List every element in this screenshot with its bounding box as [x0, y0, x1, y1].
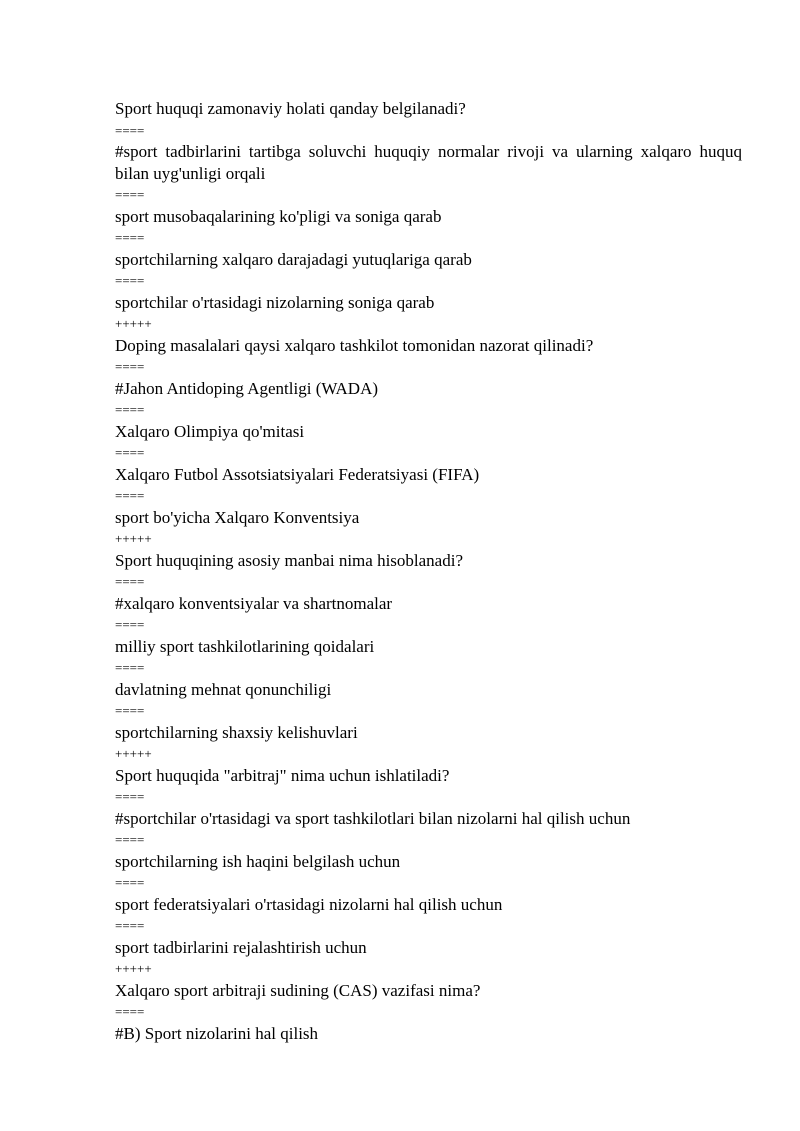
answer-option: sport tadbirlarini rejalashtirish uchun [115, 937, 367, 957]
question-separator: +++++ [115, 746, 152, 761]
option-separator: ==== [115, 445, 145, 460]
option-separator: ==== [115, 789, 145, 804]
option-separator: ==== [115, 488, 145, 503]
option-separator: ==== [115, 359, 145, 374]
option-separator: ==== [115, 660, 145, 675]
answer-option-correct: #sportchilar o'rtasidagi va sport tashkilotlari bilan nizolarni hal qilish uchun [115, 808, 631, 828]
option-separator: ==== [115, 832, 145, 847]
option-separator: ==== [115, 703, 145, 718]
document-page [115, 98, 742, 1044]
answer-option: milliy sport tashkilotlarining qoidalari [115, 636, 375, 656]
question-text: Sport huquqi zamonaviy holati qanday belgilanadi? [115, 99, 466, 118]
option-separator: ==== [115, 230, 145, 245]
option-separator: ==== [115, 402, 145, 417]
option-separator: ==== [115, 875, 145, 890]
question-text: Sport huquqida "arbitraj" nima uchun ishlatiladi? [115, 765, 450, 785]
question-separator: +++++ [115, 316, 152, 331]
answer-option: Xalqaro Futbol Assotsiatsiyalari Federatsiyasi (FIFA) [115, 464, 480, 484]
question-text: Sport huquqining asosiy manbai nima hisoblanadi? [115, 550, 463, 570]
option-separator: ==== [115, 187, 145, 202]
question-separator: +++++ [115, 961, 152, 976]
option-separator: ==== [115, 122, 145, 138]
option-separator: ==== [115, 617, 145, 632]
option-separator: ==== [115, 918, 145, 933]
question-text: Xalqaro sport arbitraji sudining (CAS) vazifasi nima? [115, 980, 481, 1000]
answer-option: sport musobaqalarining ko'pligi va soniga qarab [115, 206, 442, 226]
option-separator: ==== [115, 1004, 145, 1019]
answer-option-correct: #sport tadbirlarini tartibga soluvchi huquqiy normalar rivoji va ularning xalqaro huquq bilan uyg'unligi orqali [115, 142, 742, 183]
answer-option: sportchilarning shaxsiy kelishuvlari [115, 722, 358, 742]
question-text: Doping masalalari qaysi xalqaro tashkilot tomonidan nazorat qilinadi? [115, 335, 594, 355]
answer-option-correct: #B) Sport nizolarini hal qilish [115, 1023, 319, 1043]
answer-option: sport federatsiyalari o'rtasidagi nizolarni hal qilish uchun [115, 894, 503, 914]
answer-option: Xalqaro Olimpiya qo'mitasi [115, 421, 305, 441]
answer-option: sport bo'yicha Xalqaro Konventsiya [115, 507, 360, 527]
answer-option: sportchilarning xalqaro darajadagi yutuqlariga qarab [115, 249, 472, 269]
question-separator: +++++ [115, 531, 152, 546]
answer-option: davlatning mehnat qonunchiligi [115, 679, 332, 699]
answer-option-correct: #Jahon Antidoping Agentligi (WADA) [115, 378, 379, 398]
answer-option: sportchilar o'rtasidagi nizolarning soniga qarab [115, 292, 435, 312]
option-separator: ==== [115, 574, 145, 589]
answer-option-correct: #xalqaro konventsiyalar va shartnomalar [115, 593, 393, 613]
option-separator: ==== [115, 273, 145, 288]
answer-option: sportchilarning ish haqini belgilash uchun [115, 851, 401, 871]
